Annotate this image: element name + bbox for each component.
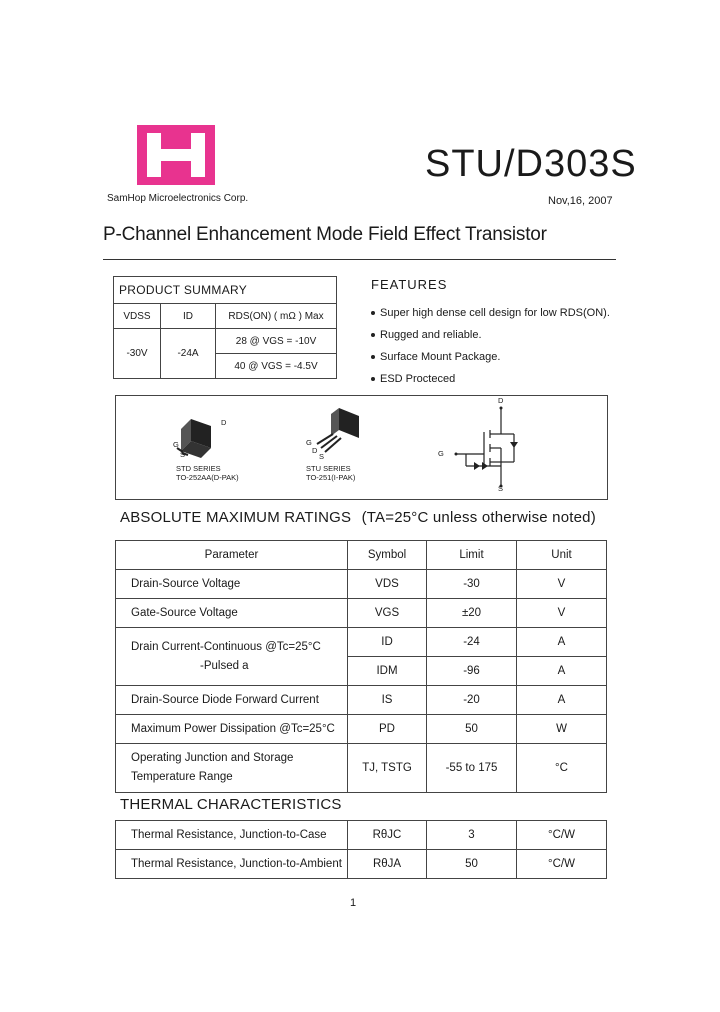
feature-item: ESD Procteced (371, 368, 610, 390)
feature-item: Super high dense cell design for low RDS(ON). (371, 302, 610, 324)
table-row: Thermal Resistance, Junction-to-Ambient RθJA 50 °C/W (116, 850, 607, 879)
table-row: Thermal Resistance, Junction-to-Case RθJC 3 °C/W (116, 821, 607, 850)
dpak-package: TO-252AA(D-PAK) (176, 473, 239, 482)
thermal-heading: THERMAL CHARACTERISTICS (120, 796, 342, 813)
ipak-pin-g: G (306, 438, 312, 447)
dpak-pin-s: S (180, 450, 186, 459)
bullet-icon (371, 355, 375, 359)
dpak-pin-d: D (221, 418, 227, 427)
schematic-pin-s: S (498, 484, 504, 493)
table-row: Drain-Source Voltage VDS -30 V (116, 570, 607, 599)
summary-vdss: -30V (114, 329, 161, 379)
table-row: Gate-Source Voltage VGS ±20 V (116, 599, 607, 628)
summary-col-rds: RDS(ON) ( mΩ ) Max (216, 304, 337, 329)
header-parameter: Parameter (116, 541, 348, 570)
mosfet-schematic-icon (446, 406, 526, 491)
bullet-icon (371, 377, 375, 381)
product-summary-table (113, 276, 337, 379)
package-box (115, 395, 608, 500)
dpak-pin-g: G (173, 440, 179, 449)
feature-item: Rugged and reliable. (371, 324, 610, 346)
abs-max-heading: ABSOLUTE MAXIMUM RATINGS (TA=25°C unless otherwise noted) (120, 509, 596, 526)
table-row: Operating Junction and Storage Temperature Range TJ, TSTG -55 to 175 °C (116, 744, 607, 793)
page-number: 1 (350, 897, 357, 909)
features-heading: FEATURES (371, 277, 448, 292)
summary-rds-2: 40 @ VGS = -4.5V (216, 354, 337, 379)
schematic-pin-d: D (498, 396, 504, 405)
summary-rds-1: 28 @ VGS = -10V (216, 329, 337, 354)
table-row: Maximum Power Dissipation @Tc=25°C PD 50 W (116, 715, 607, 744)
header-unit: Unit (517, 541, 607, 570)
company-logo (137, 125, 215, 185)
dpak-series: STD SERIES (176, 464, 221, 473)
part-number: STU/D303S (425, 143, 637, 185)
schematic-pin-g: G (438, 449, 444, 458)
abs-max-table (115, 540, 607, 793)
thermal-table (115, 820, 607, 879)
ipak-series: STU SERIES (306, 464, 351, 473)
title-rule (103, 259, 616, 260)
company-name: SamHop Microelectronics Corp. (107, 193, 249, 204)
bullet-icon (371, 311, 375, 315)
summary-col-id: ID (161, 304, 216, 329)
doc-title: P-Channel Enhancement Mode Field Effect Transistor (103, 224, 547, 245)
ipak-pin-s: S (319, 452, 325, 461)
summary-id: -24A (161, 329, 216, 379)
header-limit: Limit (427, 541, 517, 570)
summary-heading: PRODUCT SUMMARY (114, 277, 337, 304)
doc-date: Nov,16, 2007 (548, 195, 613, 207)
table-row: Drain-Source Diode Forward Current IS -20 A (116, 686, 607, 715)
header-symbol: Symbol (348, 541, 427, 570)
table-row: Drain Current-Continuous @Tc=25°C -Pulsed a ID -24 A (116, 628, 607, 657)
bullet-icon (371, 333, 375, 337)
ipak-package: TO-251(I-PAK) (306, 473, 356, 482)
feature-item: Surface Mount Package. (371, 346, 610, 368)
ipak-pin-d: D (312, 446, 318, 455)
features-list (371, 302, 610, 390)
table-row: IDM -96 A (116, 657, 607, 686)
summary-col-vdss: VDSS (114, 304, 161, 329)
